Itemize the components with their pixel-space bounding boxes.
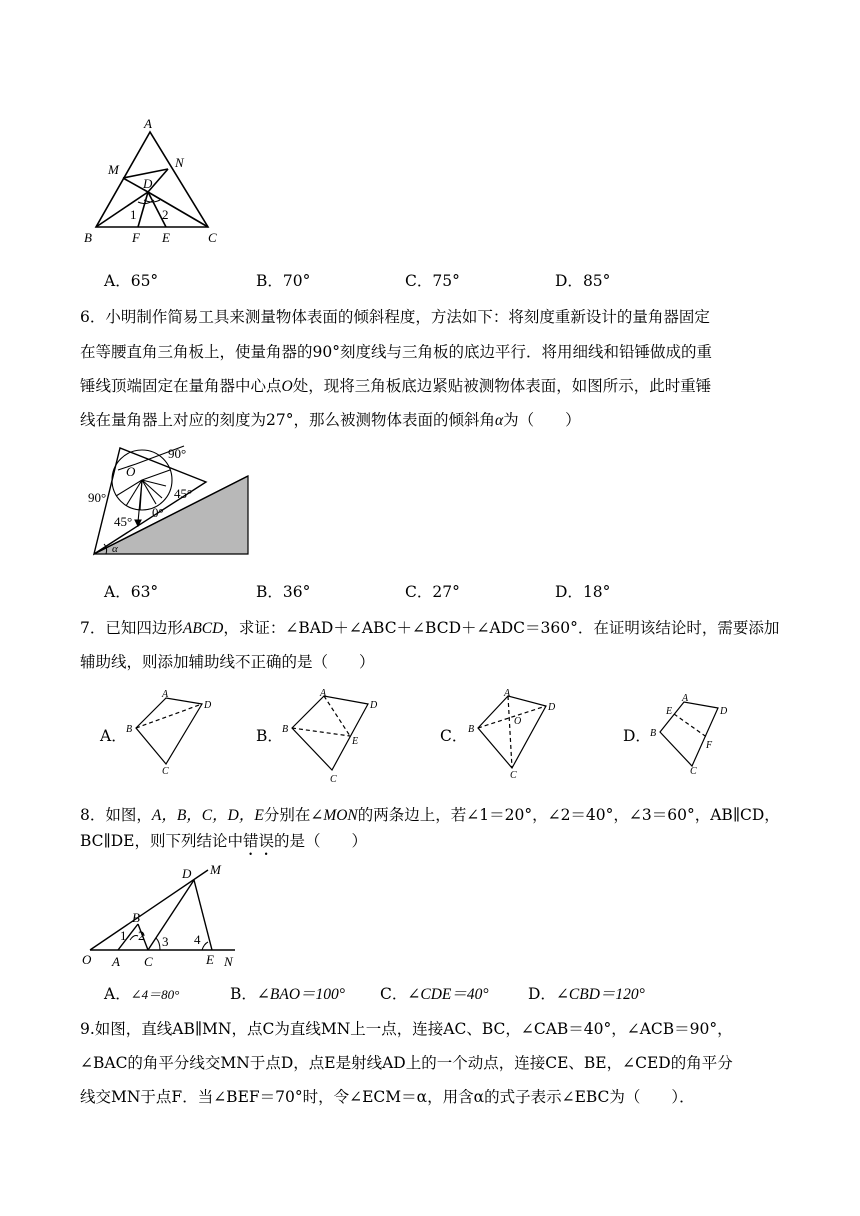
svg-text:B: B	[126, 724, 133, 735]
q5-figure	[80, 112, 230, 247]
svg-text:1: 1	[120, 928, 127, 943]
svg-text:A: A	[682, 693, 689, 704]
q5-option-d[interactable]: D．85°	[555, 272, 611, 290]
svg-text:D: D	[182, 866, 192, 881]
svg-text:C: C	[162, 766, 169, 777]
q6-label-90-left: 90°	[88, 490, 107, 505]
svg-text:C: C	[690, 766, 697, 777]
svg-text:2: 2	[138, 928, 145, 943]
q6-option-b[interactable]: B．36°	[256, 583, 311, 601]
q6-label-90-top: 90°	[168, 446, 187, 461]
q8-figure	[80, 860, 245, 972]
q6-option-c[interactable]: C．27°	[405, 583, 460, 601]
q6-point-O: O	[281, 378, 293, 395]
svg-text:D: D	[548, 702, 556, 713]
q8-option-c[interactable]: C．∠CDE＝40°	[380, 985, 489, 1003]
q6-option-a[interactable]: A．63°	[104, 583, 159, 601]
svg-text:N: N	[224, 954, 233, 969]
svg-text:D: D	[370, 700, 378, 711]
q6-label-0: 0°	[152, 505, 164, 520]
q6-alpha: α	[494, 412, 504, 429]
q6-label-O: O	[126, 464, 136, 479]
svg-text:B: B	[282, 724, 289, 735]
q8-line-1: 8．如图，A，B，C，D，E分别在∠MON的两条边上，若∠1＝20°，∠2＝40°，∠3＝60°，AB∥CD，	[80, 806, 780, 824]
svg-text:A: A	[320, 688, 327, 699]
q6-option-d[interactable]: D．18°	[555, 583, 611, 601]
q5-label-C: C	[208, 230, 217, 245]
q7-figure-c	[464, 688, 564, 781]
q7-option-b[interactable]: B．	[256, 727, 283, 745]
q8-option-d[interactable]: D．∠CBD＝120°	[528, 985, 645, 1003]
svg-text:4: 4	[194, 932, 201, 947]
q5-label-E: E	[162, 230, 170, 245]
q5-option-b[interactable]: B．70°	[256, 272, 311, 290]
q6-label-alpha: α	[112, 543, 118, 555]
q6-label-45-left: 45°	[114, 514, 133, 529]
q6-label-45-right: 45°	[174, 486, 193, 501]
q5-label-F: F	[132, 230, 140, 245]
svg-text:A: A	[112, 954, 120, 969]
q6-line-2: 在等腰直角三角板上，使量角器的90°刻度线与三角板的底边平行．将用细线和铅锤做成的重	[80, 343, 712, 361]
q8-line-2: BC∥DE，则下列结论中错误的是（ ）	[80, 832, 367, 850]
q6-line-3: 锤线顶端固定在量角器中心点O处，现将三角板底边紧贴被测物体表面，如图所示，此时重锤	[80, 377, 712, 395]
q8-option-a[interactable]: A．∠4＝80°	[104, 985, 180, 1003]
q9-line-1: 9.如图，直线AB∥MN，点C为直线MN上一点，连接AC、BC，∠CAB＝40°，∠ACB＝90°，	[80, 1020, 733, 1038]
q5-label-D: D	[143, 176, 153, 191]
q7-option-d[interactable]: D．	[623, 727, 651, 745]
q6-line-1: 6．小明制作简易工具来测量物体表面的倾斜程度，方法如下：将刻度重新设计的量角器固定	[80, 308, 710, 326]
q5-label-N: N	[175, 155, 184, 170]
svg-text:C: C	[330, 774, 337, 785]
svg-text:E: E	[352, 736, 359, 747]
q5-option-c[interactable]: C．75°	[405, 272, 460, 290]
svg-text:D: D	[204, 700, 212, 711]
svg-text:M: M	[210, 862, 221, 877]
q7-option-c[interactable]: C．	[440, 727, 468, 745]
q5-label-A: A	[144, 116, 152, 131]
q5-label-1: 1	[130, 207, 137, 222]
svg-text:E: E	[666, 706, 673, 717]
q9-line-3: 线交MN于点F．当∠BEF＝70°时，令∠ECM＝α，用含α的式子表示∠EBC为（ ）．	[80, 1088, 695, 1106]
q6-figure	[86, 444, 256, 556]
q8-emphasis-error: 错误	[242, 832, 274, 850]
q5-option-a[interactable]: A．65°	[104, 272, 159, 290]
q5-label-M: M	[108, 162, 119, 177]
svg-text:F: F	[706, 740, 713, 751]
svg-text:C: C	[510, 770, 517, 781]
q9-line-2: ∠BAC的角平分线交MN于点D，点E是射线AD上的一个动点，连接CE、BE，∠CED的角平分	[80, 1054, 733, 1072]
svg-text:A: A	[162, 689, 169, 700]
q8-option-b[interactable]: B．∠BAO＝100°	[230, 985, 345, 1003]
svg-text:B: B	[468, 724, 475, 735]
svg-text:B: B	[132, 910, 140, 925]
svg-text:A: A	[504, 688, 511, 699]
q7-figure-a	[122, 688, 222, 778]
svg-text:B: B	[650, 728, 657, 739]
q5-label-B: B	[84, 230, 92, 245]
q7-figure-b	[280, 688, 390, 783]
q7-figure-d	[648, 692, 748, 777]
q6-line-4: 线在量角器上对应的刻度为27°，那么被测物体表面的倾斜角α为（ ）	[80, 411, 581, 429]
svg-text:O: O	[514, 716, 522, 727]
svg-text:C: C	[144, 954, 153, 969]
q7-line-1: 7．已知四边形ABCD，求证：∠BAD＋∠ABC＋∠BCD＋∠ADC＝360°．在证明该结论时，需要添加	[80, 619, 780, 637]
svg-text:3: 3	[162, 934, 169, 949]
q7-line-2: 辅助线，则添加辅助线不正确的是（ ）	[80, 653, 375, 671]
svg-text:O: O	[82, 952, 92, 967]
svg-text:E: E	[206, 952, 214, 967]
q5-label-2: 2	[162, 207, 169, 222]
svg-text:D: D	[720, 706, 728, 717]
q7-option-a[interactable]: A．	[100, 727, 127, 745]
